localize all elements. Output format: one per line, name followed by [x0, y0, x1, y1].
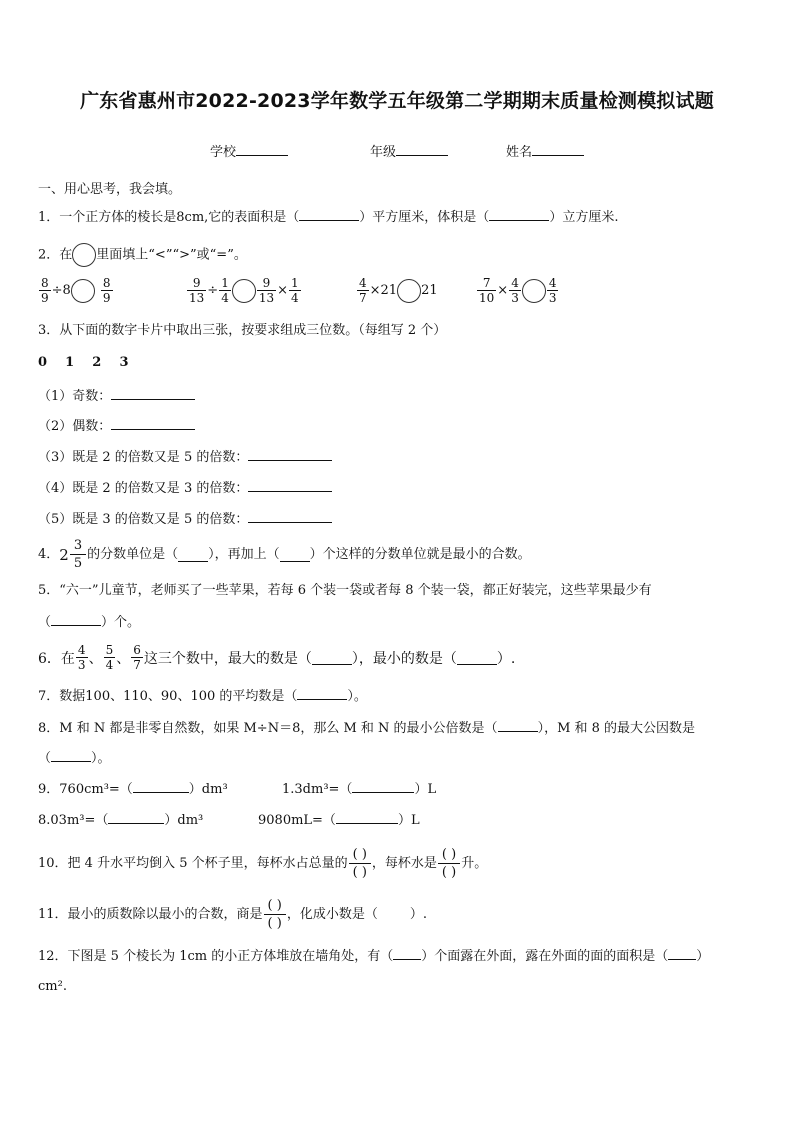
- school-blank[interactable]: [236, 142, 288, 156]
- fraction: $\frac{9}{13}$: [258, 276, 275, 305]
- name-label: 姓名: [506, 145, 533, 160]
- section-heading: 一、用心思考，我会填。: [38, 182, 182, 197]
- grade-field: [370, 142, 448, 162]
- blank-fraction[interactable]: $\frac{( )}{( )}$: [438, 846, 460, 881]
- q7-answer[interactable]: [297, 686, 347, 700]
- fraction: $\frac{4}{3}$: [548, 276, 557, 305]
- school-field: [210, 142, 288, 162]
- compare-circle[interactable]: [232, 279, 256, 303]
- fraction: $\frac{4}{3}$: [77, 643, 86, 672]
- compare-circle[interactable]: [522, 279, 546, 303]
- question-11: 11．最小的质数除以最小的合数，商是 $\frac{( )}{( )}$ ，化成小数是（ ）.: [38, 898, 427, 931]
- name-blank[interactable]: [532, 142, 584, 156]
- q4-answer-2[interactable]: [280, 548, 310, 562]
- fraction: $\frac{1}{4}$: [221, 276, 229, 305]
- q11-answer[interactable]: [378, 908, 410, 921]
- compare-circle[interactable]: [71, 279, 95, 303]
- question-7: 7．数据100、110、90、100 的平均数是（ ）。: [38, 686, 367, 706]
- q3-part-3: （3）既是 2 的倍数又是 5 的倍数：: [38, 447, 332, 467]
- q3-part-2: （2）偶数：: [38, 416, 195, 436]
- q9-answer-2[interactable]: [352, 779, 414, 793]
- q2-item-c: $\frac{4}{7}$ ×21 21: [359, 276, 438, 305]
- q12-answer-2[interactable]: [668, 946, 696, 960]
- fraction: $\frac{5}{4}$: [105, 643, 114, 672]
- question-1: 1．一个正方体的棱长是8cm,它的表面积是（ ）平方厘米，体积是（ ）立方厘米.: [38, 207, 618, 227]
- q1-answer-2[interactable]: [489, 207, 549, 221]
- q3-answer-2[interactable]: [111, 416, 195, 430]
- question-4: 4． 2 $\frac{3}{5}$ 的分数单位是（ ），再加上（ ）个这样的分数单位就是最小的合数。: [38, 538, 531, 571]
- question-12: 12．下图是 5 个棱长为 1cm 的小正方体堆放在墙角处，有（ ）个面露在外面，露在外面的面的面积是（ ）: [38, 946, 709, 966]
- q2-item-b: $\frac{9}{13}$ ÷ $\frac{1}{4}$ $\frac{9}{13}$ × $\frac{1}{4}$: [189, 276, 299, 305]
- q8-answer-2[interactable]: [51, 748, 91, 762]
- blank-fraction[interactable]: $\frac{( )}{( )}$: [349, 846, 371, 881]
- q9-answer-1[interactable]: [133, 779, 189, 793]
- fraction: $\frac{8}{9}$: [102, 276, 111, 305]
- q8-answer-1[interactable]: [498, 718, 538, 732]
- q3-answer-3[interactable]: [248, 447, 332, 461]
- fraction: $\frac{6}{7}$: [133, 643, 141, 672]
- grade-blank[interactable]: [396, 142, 448, 156]
- fraction: $\frac{7}{10}$: [479, 276, 495, 305]
- question-8-cont: （ ）。: [38, 748, 111, 768]
- q3-part-4: （4）既是 2 的倍数又是 3 的倍数：: [38, 478, 332, 498]
- q2-item-a: $\frac{8}{9}$ ÷8 $\frac{8}{9}$: [41, 276, 111, 305]
- q3-answer-4[interactable]: [248, 478, 332, 492]
- name-field: [506, 142, 584, 162]
- q12-answer-1[interactable]: [393, 946, 421, 960]
- q5-answer[interactable]: [51, 612, 101, 626]
- q3-answer-5[interactable]: [248, 509, 332, 523]
- question-6: 6．在 $\frac{4}{3}$ 、 $\frac{5}{4}$ 、 $\frac{6}{7}$ 这三个数中，最大的数是（ ），最小的数是（ ）.: [38, 643, 516, 672]
- fraction: $\frac{8}{9}$: [41, 276, 49, 305]
- page-title: 广东省惠州市2022-2023学年数学五年级第二学期期末质量检测模拟试题: [80, 90, 714, 112]
- question-5: 5．“六一”儿童节，老师买了一些苹果，若每 6 个装一袋或者每 8 个装一袋，都正好装完，这些苹果最少有: [38, 583, 652, 598]
- question-3: 3．从下面的数字卡片中取出三张，按要求组成三位数。（每组写 2 个）: [38, 323, 447, 338]
- q3-part-5: （5）既是 3 的倍数又是 5 的倍数：: [38, 509, 332, 529]
- fraction: $\frac{4}{3}$: [511, 276, 519, 305]
- question-9-c: 8.03m³=（ ）dm³: [38, 810, 203, 830]
- question-9-b: 1.3dm³=（ ）L: [282, 779, 436, 799]
- question-12-unit: cm².: [38, 979, 67, 994]
- digit-cards: 0 1 2 3: [38, 355, 129, 370]
- q9-answer-3[interactable]: [108, 810, 164, 824]
- question-9-d: 9080mL=（ ）L: [258, 810, 420, 830]
- compare-circle[interactable]: [397, 279, 421, 303]
- question-2: 2．在 里面填上“<”“>”或“=”。: [38, 243, 247, 267]
- q6-answer-2[interactable]: [457, 651, 497, 665]
- q1-answer-1[interactable]: [299, 207, 359, 221]
- q2-item-d: $\frac{7}{10}$ × $\frac{4}{3}$ $\frac{4}{3}$: [479, 276, 557, 305]
- blank-fraction[interactable]: $\frac{( )}{( )}$: [264, 897, 286, 932]
- fraction: $\frac{3}{5}$: [70, 537, 86, 572]
- grade-label: 年级: [370, 145, 397, 160]
- fraction: $\frac{1}{4}$: [291, 276, 299, 305]
- sample-circle: [72, 243, 96, 267]
- q9-answer-4[interactable]: [336, 810, 398, 824]
- question-9-a: 9．760cm³=（ ）dm³: [38, 779, 228, 799]
- q4-answer-1[interactable]: [178, 548, 208, 562]
- question-8: 8．M 和 N 都是非零自然数，如果 M÷N＝8，那么 M 和 N 的最小公倍数是（ ），M 和 8 的最大公因数是: [38, 718, 695, 738]
- q6-answer-1[interactable]: [312, 651, 352, 665]
- fraction: $\frac{4}{7}$: [359, 276, 367, 305]
- fraction: $\frac{9}{13}$: [189, 276, 205, 305]
- q3-part-1: （1）奇数：: [38, 386, 195, 406]
- school-label: 学校: [210, 145, 237, 160]
- question-10: 10．把 4 升水平均倒入 5 个杯子里，每杯水占总量的 $\frac{( )}{( )}$ ，每杯水是 $\frac{( )}{( )}$ 升。: [38, 847, 488, 880]
- q3-answer-1[interactable]: [111, 386, 195, 400]
- question-5-cont: （ ）个。: [38, 612, 140, 632]
